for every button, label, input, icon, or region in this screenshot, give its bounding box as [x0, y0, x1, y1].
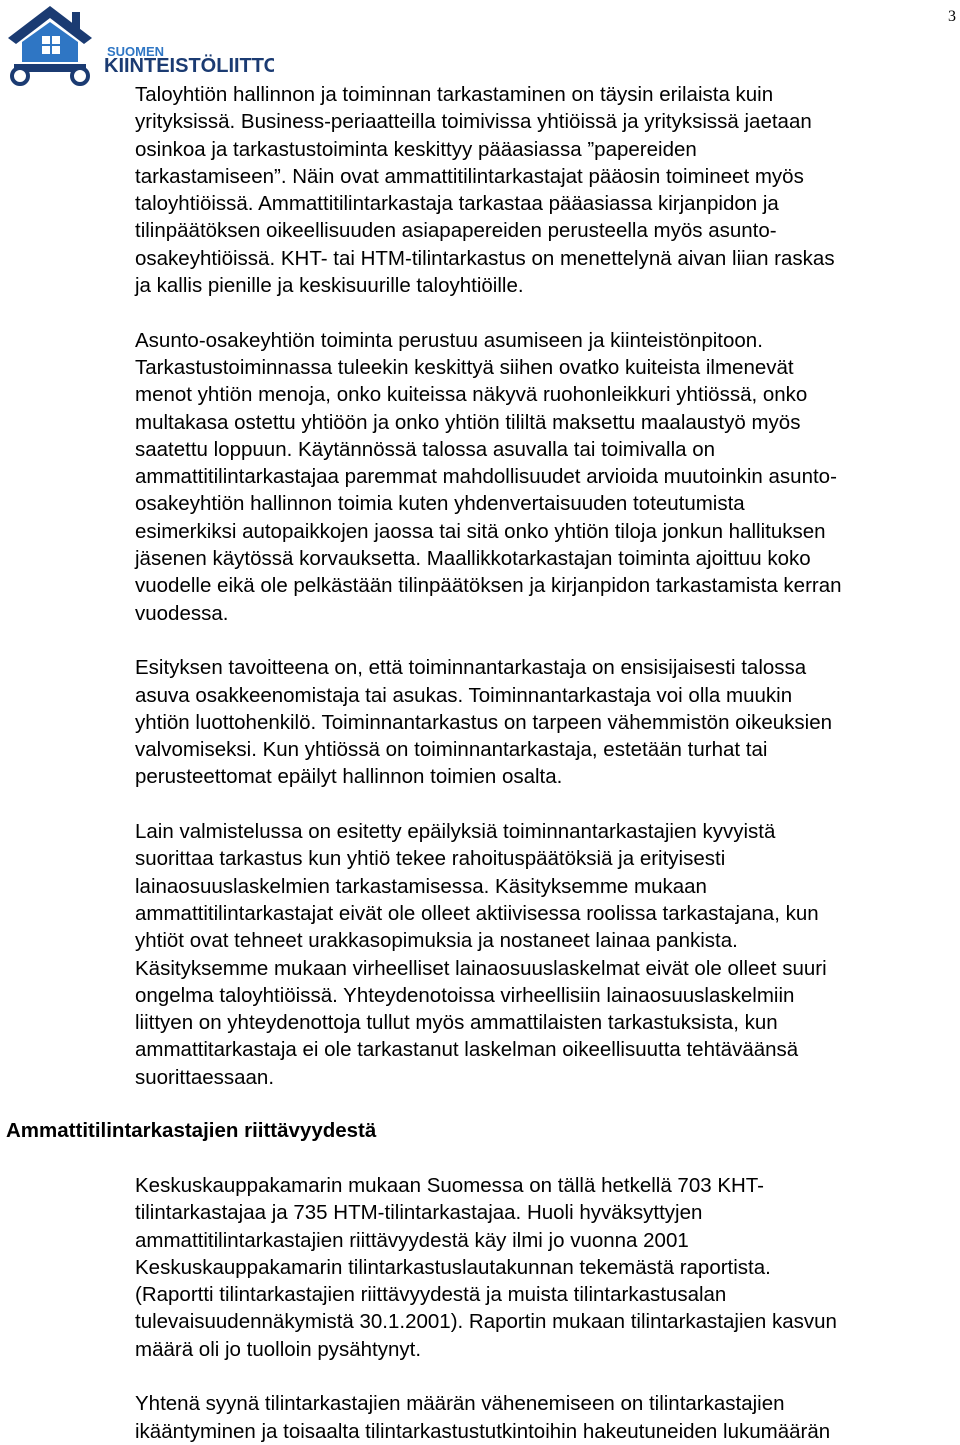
text-line: Keskuskauppakamarin mukaan Suomessa on tällä hetkellä 703 KHT-	[135, 1174, 765, 1197]
text-line: yhtiön luottohenkilö. Toiminnantarkastus on tarpeen vähemmistön oikeuksien	[135, 710, 833, 734]
text-line: Tarkastustoiminnassa tuleekin keskittyä siihen ovatko kuiteista ilmenevät	[135, 355, 794, 379]
text-line: tilinpäätöksen oikeellisuuden asiapapereiden perusteella myös asunto-	[135, 219, 777, 243]
text-line: yrityksissä. Business-periaatteilla toimivissa yhtiöissä ja yrityksissä jaetaan	[135, 110, 812, 134]
paragraph-3	[135, 654, 955, 790]
section-heading: Ammattitilintarkastajien riittävyydestä	[6, 1119, 377, 1142]
page-number: 3	[948, 8, 956, 25]
text-line: lainaosuuslaskelmien tarkastamisessa. Käsityksemme mukaan	[135, 874, 707, 898]
logo-line2: KIINTEISTÖLIITTO	[104, 55, 274, 77]
text-line: osinkoa ja tarkastustoiminta keskittyy pääasiassa ”papereiden	[135, 137, 697, 161]
text-line: esimerkiksi autopaikkojen jaossa tai sitä onko yhtiön tiloja jonkun hallituksen	[135, 519, 826, 543]
paragraph-1	[135, 81, 955, 299]
text-line: suorittaa tarkastus kun yhtiö tekee rahoituspäätöksiä ja erityisesti	[135, 847, 726, 871]
text-line: vuodelle eikä ole pelkästään tilinpäätöksen ja kirjanpidon tarkastamista kerran	[135, 574, 842, 598]
body-text	[135, 81, 955, 1091]
text-line: menot yhtiön menoja, onko kuiteissa näkyvä ruohonleikkuri yhtiössä, onko	[135, 383, 808, 407]
text-line: määrä oli jo tuolloin pysähtynyt.	[135, 1337, 422, 1361]
text-line: Keskuskauppakamarin tilintarkastuslautakunnan tekemästä raportista.	[135, 1255, 771, 1279]
text-line: tilintarkastajaa ja 735 HTM-tilintarkastajaa. Huoli hyväksyttyjen	[135, 1201, 703, 1225]
text-line: liittyen on yhteydenottoja tullut myös ammattilaisten tarkastuksista, kun	[135, 1011, 778, 1035]
text-line: osakeyhtiöissä. KHT- tai HTM-tilintarkastus on menettelynä aivan liian raskas	[135, 246, 835, 270]
house-logo-icon	[4, 2, 274, 88]
text-line: ammattitarkastaja ei ole tarkastanut laskelman oikeellisuutta tehtäväänsä	[135, 1038, 799, 1062]
text-line: valvomiseksi. Kun yhtiössä on toiminnantarkastaja, estetään turhat tai	[135, 738, 768, 762]
logo-line1: SUOMEN	[107, 44, 165, 59]
text-line: Käsityksemme mukaan virheelliset lainaosuuslaskelmat eivät ole olleet suuri	[135, 956, 827, 980]
text-line: taloyhtiöissä. Ammattitilintarkastaja tarkastaa pääasiassa kirjanpidon ja	[135, 192, 779, 216]
text-line: suorittaessaan.	[135, 1065, 275, 1089]
paragraph-2	[135, 327, 955, 627]
paragraph-4	[135, 818, 955, 1091]
body-text-section-2	[135, 1172, 955, 1445]
text-line: Esityksen tavoitteena on, että toiminnantarkastaja on ensisijaisesti talossa	[135, 656, 807, 680]
text-line: perusteettomat epäilyt hallinnon toimien osalta.	[135, 765, 563, 789]
text-line: asuva osakkeenomistaja tai asukas. Toiminnantarkastaja voi olla muukin	[135, 683, 793, 707]
text-line: osakeyhtiön hallinnon toimia kuten yhdenvertaisuuden toteutumista	[135, 492, 745, 516]
text-line: Asunto-osakeyhtiön toiminta perustuu asumiseen ja kiinteistönpitoon.	[135, 328, 763, 352]
text-line: ammattitilintarkastajien riittävyydestä käy ilmi jo vuonna 2001	[135, 1228, 689, 1252]
text-line: ongelma taloyhtiöissä. Yhteydenotoissa virheellisiin lainaosuuslaskelmiin	[135, 983, 795, 1007]
text-line: yhtiöt ovat tehneet urakkasopimuksia ja nostaneet lainaa pankista.	[135, 929, 738, 953]
text-line: tarkastamiseen”. Näin ovat ammattitilintarkastajat pääosin toimineet myös	[135, 164, 804, 188]
text-line: ikääntyminen ja toisaalta tilintarkastustutkintoihin hakeutuneiden lukumäärän	[135, 1419, 831, 1443]
text-line: ammattitilintarkastajat eivät ole olleet aktiivisessa roolissa tarkastajana, kun	[135, 901, 819, 925]
text-line: Lain valmistelussa on esitetty epäilyksiä toiminnantarkastajien kyvyistä	[135, 820, 776, 844]
text-line: tulevaisuudennäkymistä 30.1.2001). Raportin mukaan tilintarkastajien kasvun	[135, 1310, 837, 1334]
text-line: saatettu loppuun. Käytännössä talossa asuvalla tai toimivalla on	[135, 437, 716, 461]
text-line: multakasa ostettu yhtiöön ja onko yhtiön tililtä maksettu maalaustyö myös	[135, 410, 801, 434]
text-line: jäsenen käytössä korvauksetta. Maallikkotarkastajan toiminta ajoittuu koko	[135, 547, 811, 571]
text-line: Yhtenä syynä tilintarkastajien määrän vähenemiseen on tilintarkastajien	[135, 1392, 785, 1416]
text-line: ja kallis pienille ja keskisuurille taloyhtiöille.	[135, 274, 524, 298]
text-line: (Raportti tilintarkastajien riittävyydestä ja muista tilintarkastusalan	[135, 1283, 727, 1307]
text-line: ammattitilintarkastajaa paremmat mahdollisuudet arvioida muutoinkin asunto-	[135, 465, 837, 489]
paragraph-5	[135, 1172, 955, 1363]
paragraph-6	[135, 1390, 955, 1445]
text-line: Taloyhtiön hallinnon ja toiminnan tarkastaminen on täysin erilaista kuin	[135, 83, 774, 106]
kiinteistoliitto-logo	[4, 2, 274, 88]
text-line: vuodessa.	[135, 601, 229, 625]
